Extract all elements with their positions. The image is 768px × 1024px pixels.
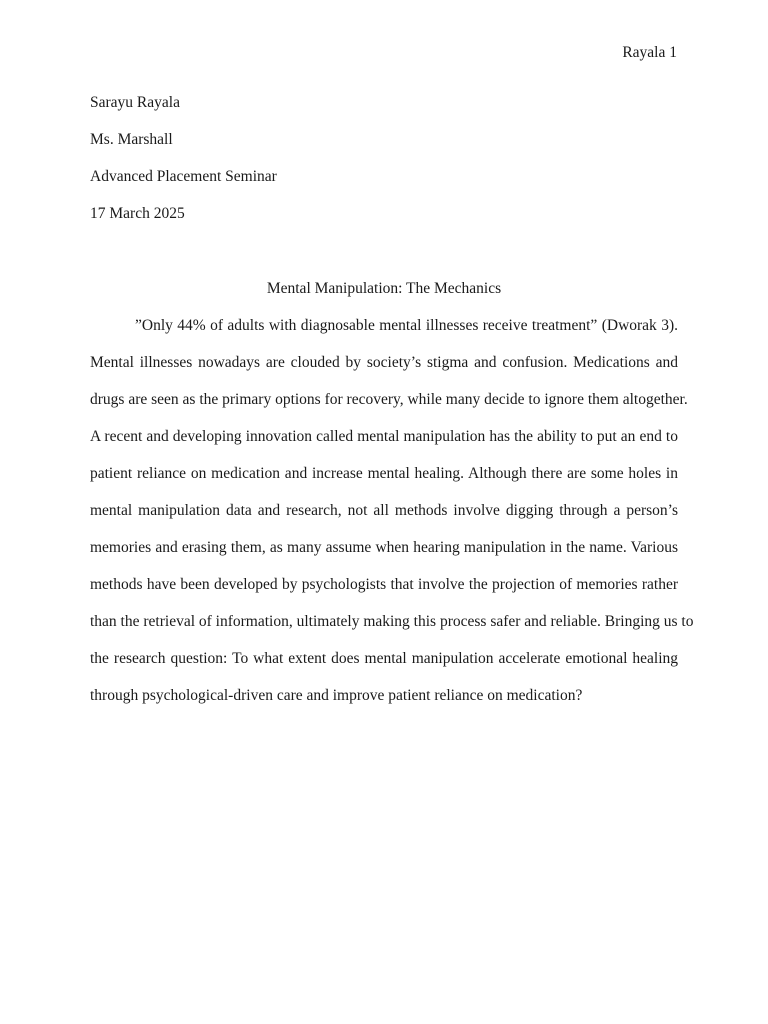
body-line: methods have been developed by psychologists that involve the projection of memories rather (90, 576, 678, 593)
body-line: patient reliance on medication and increase mental healing. Although there are some holes in (90, 465, 678, 482)
essay-title: Mental Manipulation: The Mechanics (266, 280, 502, 297)
body-line: ”Only 44% of adults with diagnosable mental illnesses receive treatment” (Dworak 3). (135, 317, 678, 334)
body-line: drugs are seen as the primary options for recovery, while many decide to ignore them altogether. (90, 391, 688, 408)
body-line: through psychological-driven care and improve patient reliance on medication? (90, 687, 583, 704)
mla-heading (90, 94, 277, 242)
body-line: memories and erasing them, as many assume when hearing manipulation in the name. Various (90, 539, 678, 556)
body-line: mental manipulation data and research, not all methods involve digging through a person’s (90, 502, 678, 519)
body-paragraph (90, 317, 694, 724)
body-line: than the retrieval of information, ultimately making this process safer and reliable. Bringing us to (90, 613, 694, 630)
author-name: Sarayu Rayala (90, 94, 180, 111)
body-line: Mental illnesses nowadays are clouded by society’s stigma and confusion. Medications and (90, 354, 678, 371)
course-name: Advanced Placement Seminar (90, 168, 277, 185)
body-line: the research question: To what extent does mental manipulation accelerate emotional healing (90, 650, 678, 667)
running-head: Rayala 1 (622, 44, 677, 61)
date: 17 March 2025 (90, 205, 185, 222)
instructor-name: Ms. Marshall (90, 131, 173, 148)
body-line: A recent and developing innovation called mental manipulation has the ability to put an end to (90, 428, 678, 445)
